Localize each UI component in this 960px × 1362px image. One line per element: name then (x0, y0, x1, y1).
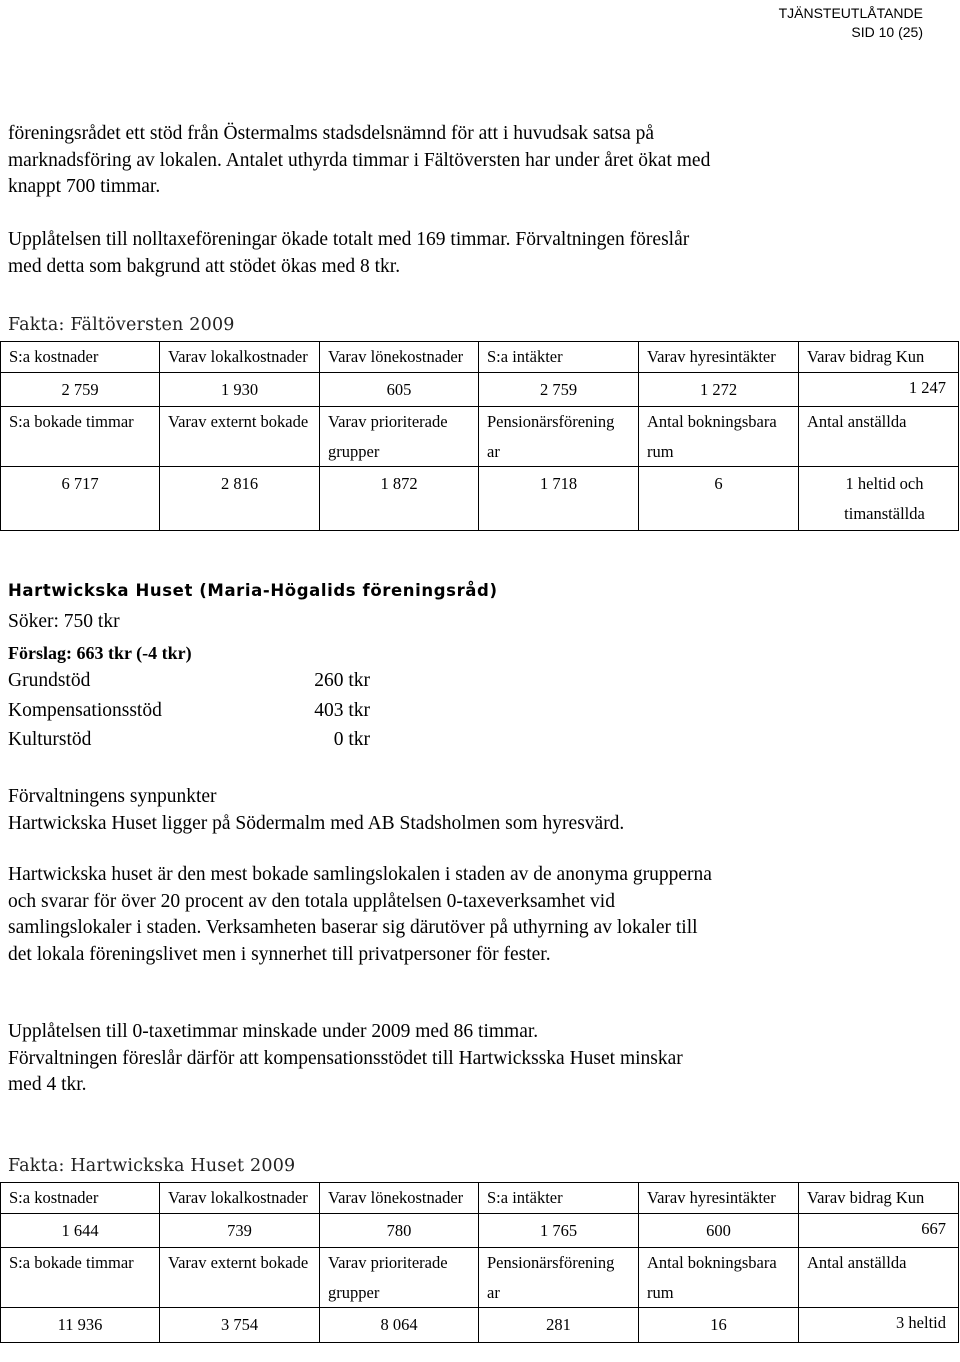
header-cell: S:a kostnader (1, 1183, 160, 1214)
header-cell: Varav lönekostnader (320, 342, 479, 373)
value-cell: 600 (639, 1213, 799, 1248)
table-header-row (1, 1248, 959, 1308)
amount-label: Grundstöd (8, 670, 91, 691)
table-caption-faltoversten: Fakta: Fältöversten 2009 (8, 315, 235, 335)
value-cell: 1 930 (160, 372, 320, 407)
text-line: marknadsföring av lokalen. Antalet uthyrda timmar i Fältöversten har under året ökat med (8, 149, 711, 171)
text-line: Hartwickska huset är den mest bokade samlingslokalen i staden av de anonyma grupperna (8, 864, 712, 885)
header-cell: S:a intäkter (479, 342, 639, 373)
header-cell: Antal bokningsbara rum (639, 407, 799, 467)
value-cell: 1 644 (1, 1213, 160, 1248)
amount-value: 0 tkr (333, 729, 370, 750)
value-cell: 281 (479, 1308, 639, 1343)
text-line: Upplåtelsen till nolltaxeföreningar ökade totalt med 169 timmar. Förvaltningen föreslår (8, 229, 690, 250)
header-cell: Varav bidrag Kun (799, 342, 959, 373)
paragraph-4 (8, 1019, 683, 1099)
table-row (1, 372, 959, 407)
table-row (1, 1213, 959, 1248)
amount-row (8, 666, 370, 696)
text-line: föreningsrådet ett stöd från Östermalms stadsdelsnämnd för att i huvudsak satsa på (8, 123, 655, 144)
amount-label: Kulturstöd (8, 729, 92, 750)
header-cell: S:a intäkter (479, 1183, 639, 1214)
amount-value: 260 tkr (314, 670, 370, 691)
header-cell: Varav lokalkostnader (160, 342, 320, 373)
header-cell: S:a bokade timmar (1, 407, 160, 467)
value-cell: 667 (799, 1213, 959, 1248)
text-line: Förvaltningen föreslår därför att kompensationsstödet till Hartwicksska Huset minskar (8, 1047, 683, 1069)
amount-label: Kompensationsstöd (8, 699, 162, 721)
amount-row (8, 696, 370, 726)
amount-value: 403 tkr (314, 699, 370, 721)
value-cell: 1 247 (799, 372, 959, 407)
section-title: Hartwickska Huset (Maria-Högalids föreningsråd) (8, 581, 498, 600)
value-cell: 3 heltid (799, 1308, 959, 1343)
table-header-row (1, 407, 959, 467)
intro-paragraph-1 (8, 121, 710, 201)
header-cell: Varav externt bokade (160, 407, 320, 467)
value-cell: 3 754 (160, 1308, 320, 1343)
fakta-table-faltoversten (0, 341, 959, 531)
text-line: knappt 700 timmar. (8, 176, 161, 197)
synpunkter-block (8, 784, 624, 837)
value-cell: 739 (160, 1213, 320, 1248)
soker-line: Söker: 750 tkr (8, 611, 120, 632)
table-header-row (1, 1183, 959, 1214)
forslag-line: Förslag: 663 tkr (-4 tkr) (8, 643, 192, 663)
text-line: och svarar för över 20 procent av den totala upplåtelsen 0-taxeverksamhet vid (8, 890, 615, 912)
value-cell: 1 872 (320, 467, 479, 531)
header-cell: Varav externt bokade (160, 1248, 320, 1308)
value-cell: 2 816 (160, 467, 320, 531)
value-cell: 6 (639, 467, 799, 531)
value-cell: 780 (320, 1213, 479, 1248)
value-cell: 16 (639, 1308, 799, 1343)
header-cell: Varav prioriterade grupper (320, 407, 479, 467)
table-row (1, 467, 959, 531)
value-cell: 6 717 (1, 467, 160, 531)
header-cell: Varav prioriterade grupper (320, 1248, 479, 1308)
value-cell: 605 (320, 372, 479, 407)
header-cell: Pensionärsförening ar (479, 1248, 639, 1308)
synpunkter-heading: Förvaltningens synpunkter (8, 786, 217, 807)
text-line: samlingslokaler i staden. Verksamheten baserar sig därutöver på uthyrning av lokaler till (8, 917, 698, 938)
header-cell: Varav lönekostnader (320, 1183, 479, 1214)
header-cell: Pensionärsförening ar (479, 407, 639, 467)
text-line: med 4 tkr. (8, 1074, 87, 1095)
value-cell: 8 064 (320, 1308, 479, 1343)
text-line: med detta som bakgrund att stödet ökas med 8 tkr. (8, 255, 401, 277)
table-header-row (1, 342, 959, 373)
value-cell: 11 936 (1, 1308, 160, 1343)
header-cell: Varav bidrag Kun (799, 1183, 959, 1214)
intro-paragraph-2 (8, 227, 689, 280)
header-cell: Varav hyresintäkter (639, 1183, 799, 1214)
document-type: TJÄNSTEUTLÅTANDE (778, 5, 923, 21)
table-caption-hartwickska: Fakta: Hartwickska Huset 2009 (8, 1156, 296, 1176)
amount-row (8, 725, 370, 755)
header-cell: Antal anställda (799, 1248, 959, 1308)
text-line: det lokala föreningslivet men i synnerhet till privatpersoner för fester. (8, 943, 551, 965)
value-cell: 1 272 (639, 372, 799, 407)
header-cell: Antal anställda (799, 407, 959, 467)
value-cell: 1 765 (479, 1213, 639, 1248)
paragraph-3 (8, 862, 712, 968)
header-cell: Varav hyresintäkter (639, 342, 799, 373)
header-cell: S:a kostnader (1, 342, 160, 373)
header-cell: Varav lokalkostnader (160, 1183, 320, 1214)
header-cell: Antal bokningsbara rum (639, 1248, 799, 1308)
text-line: Hartwickska Huset ligger på Södermalm med AB Stadsholmen som hyresvärd. (8, 812, 625, 834)
header-cell: S:a bokade timmar (1, 1248, 160, 1308)
value-cell: 1 heltid och timanställda (799, 467, 959, 531)
value-cell: 2 759 (1, 372, 160, 407)
page-number: SID 10 (25) (851, 24, 923, 40)
table-row (1, 1308, 959, 1343)
page-header (779, 4, 923, 42)
value-cell: 1 718 (479, 467, 639, 531)
value-cell: 2 759 (479, 372, 639, 407)
text-line: Upplåtelsen till 0-taxetimmar minskade under 2009 med 86 timmar. (8, 1021, 539, 1042)
fakta-table-hartwickska (0, 1182, 959, 1343)
amounts-list (8, 666, 370, 755)
